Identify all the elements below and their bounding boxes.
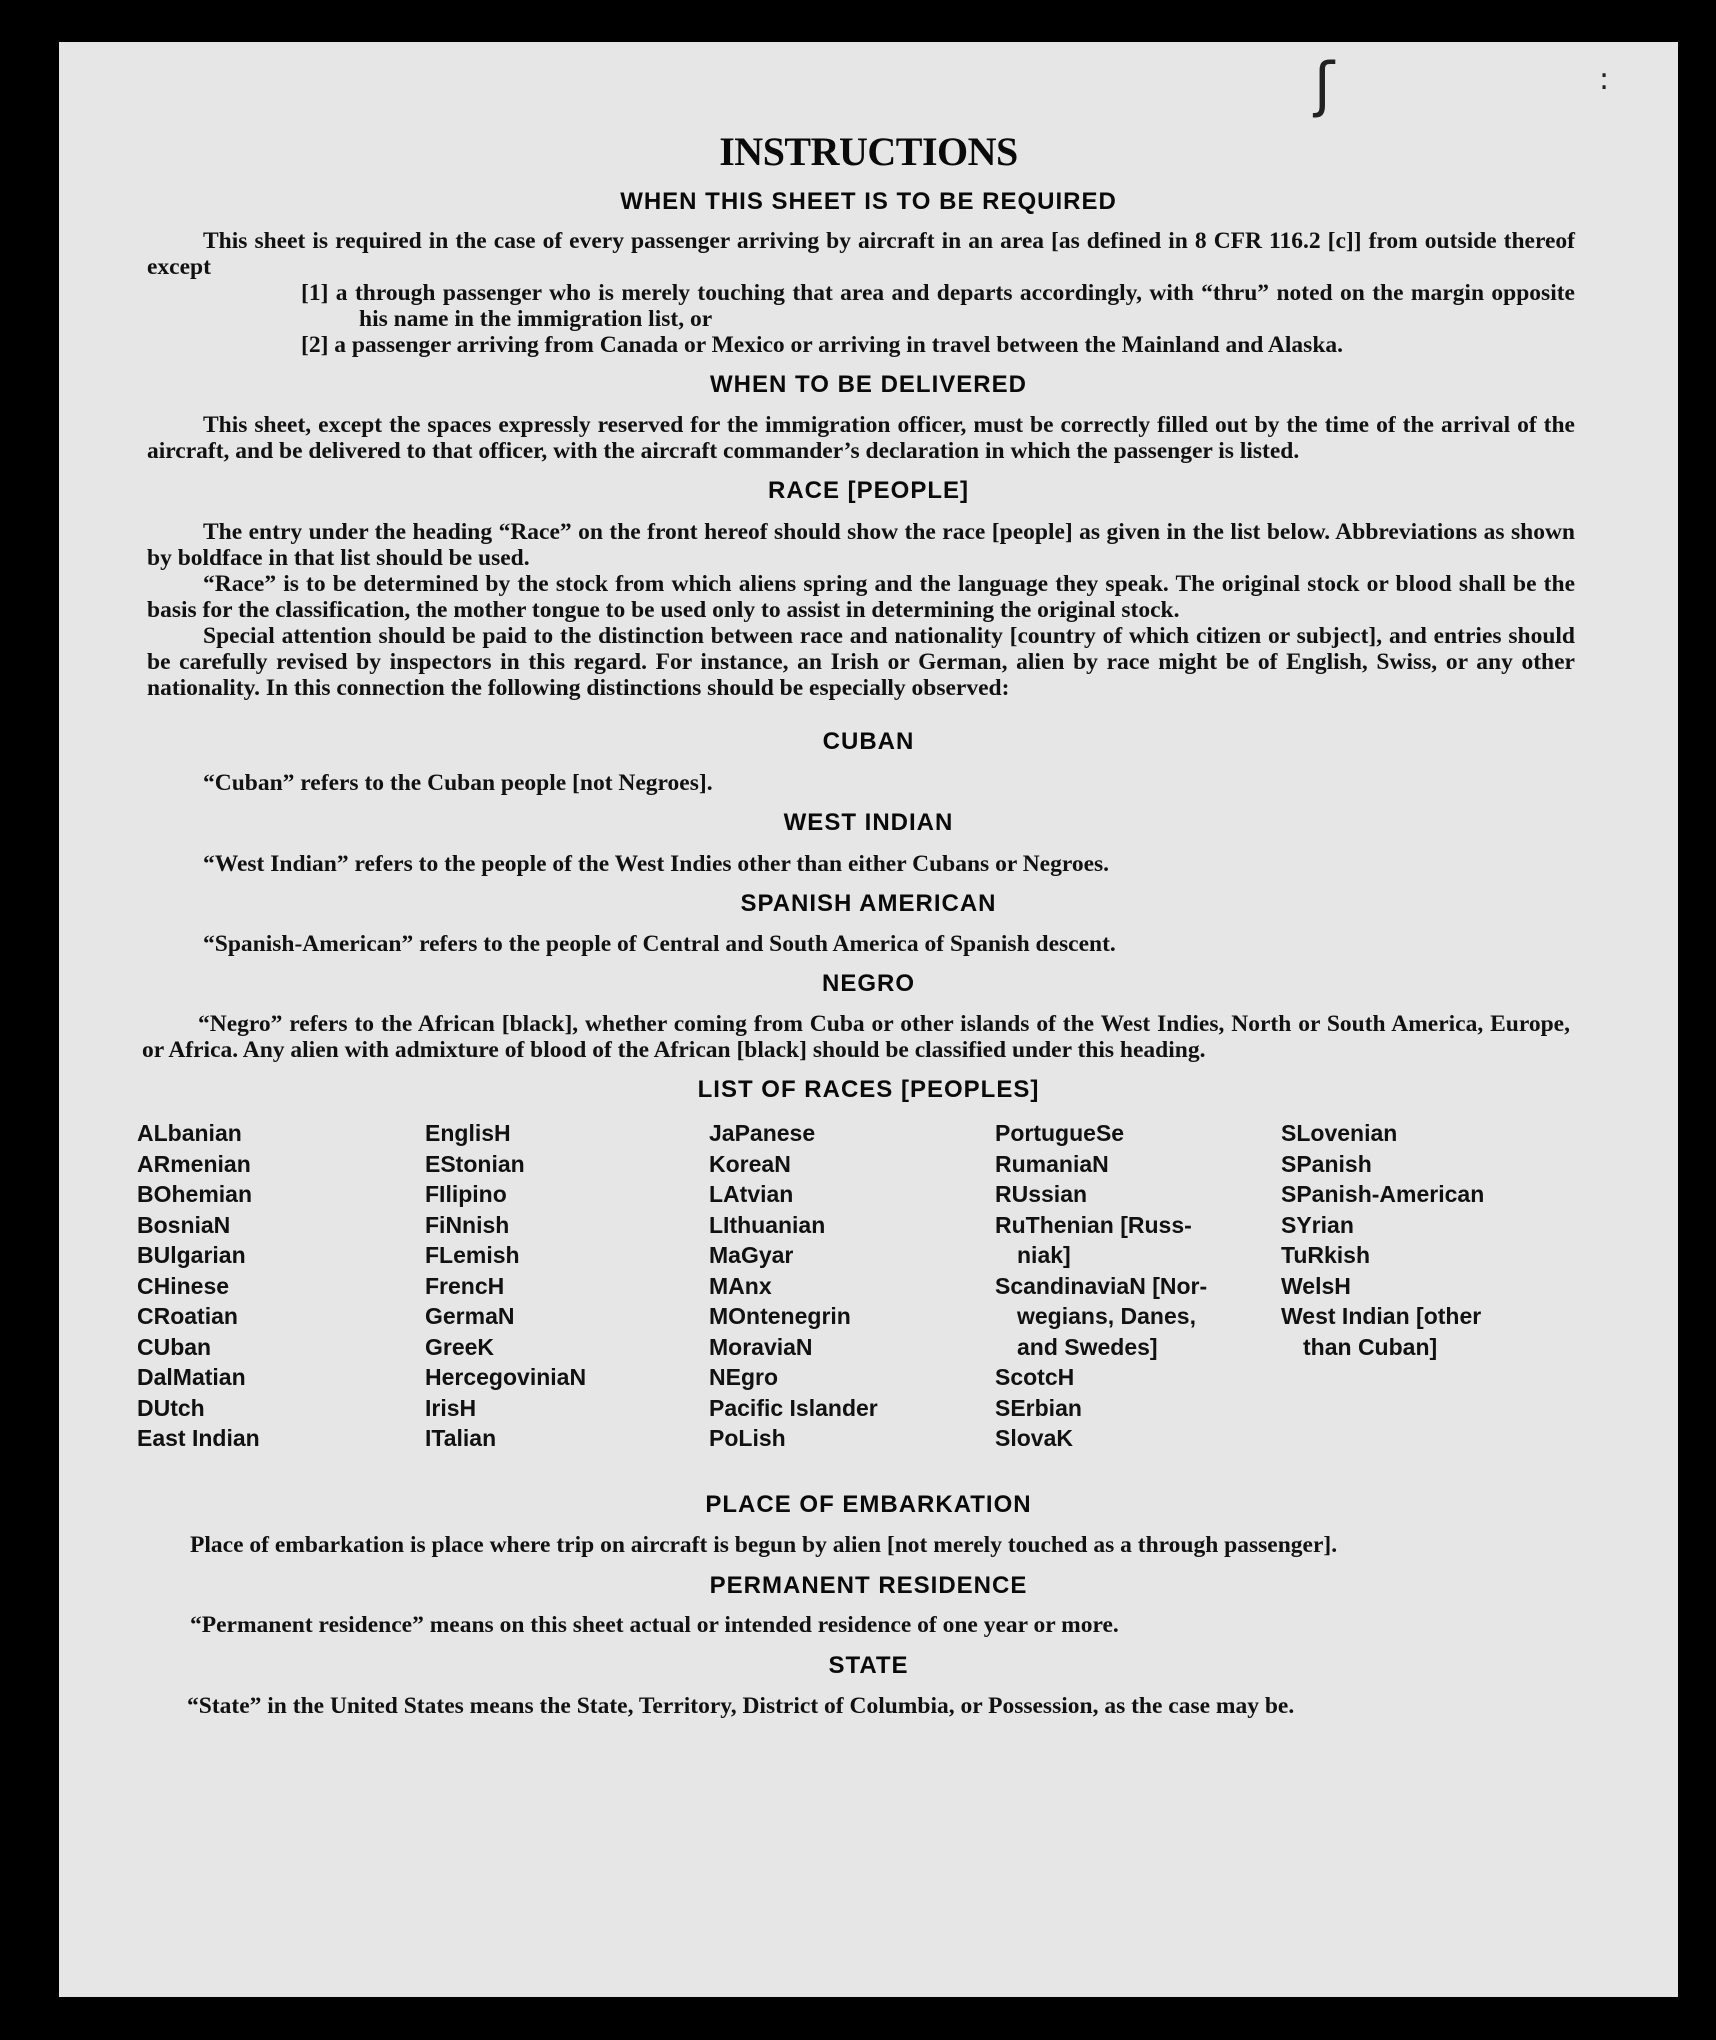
race-paragraph-2: “Race” is to be determined by the stock from which aliens spring and the language they speak. The original stock or blood shall be the basis for the classification, the mother tongue to be used only to assist in determining the original stock. [147,571,1575,623]
race-item: EStonian [425,1150,525,1177]
heading-spanish-american: SPANISH AMERICAN [740,890,997,917]
embarkation-section [134,1532,1564,1558]
document-page [59,42,1678,1997]
west-indian-section [147,851,1575,877]
negro-text: “Negro” refers to the African [black], whether coming from Cuba or other islands of the West Indies, North or South America, Europe, or Africa. Any alien with admixture of blood of the African [black] should be classified under this heading. [142,1011,1570,1063]
race-item: ARmenian [137,1150,251,1177]
race-item: DUtch [137,1394,205,1421]
heading-state: STATE [828,1652,909,1679]
state-section [131,1693,1561,1719]
race-item: MAnx [709,1272,772,1299]
race-paragraph-1: The entry under the heading “Race” on the front hereof should show the race [people] as given in the list below. Abbreviations as shown by boldface in that list should be used. [147,519,1575,571]
race-item: GermaN [425,1303,515,1329]
page-title: INSTRUCTIONS [719,129,1018,174]
race-item: CUban [137,1333,212,1360]
cuban-text: “Cuban” refers to the Cuban people [not Negroes]. [203,770,713,796]
heading-when-delivered: WHEN TO BE DELIVERED [710,371,1027,398]
races-column-4 [995,1118,1207,1454]
race-item: EnglisH [425,1120,511,1146]
race-item: PoLish [709,1425,786,1451]
races-column-5 [1281,1118,1484,1362]
race-item: BosniaN [137,1211,231,1238]
heading-list-of-races: LIST OF RACES [PEOPLES] [697,1076,1040,1103]
race-item: LAtvian [709,1181,794,1207]
heading-cuban: CUBAN [822,728,915,755]
race-item: LIthuanian [709,1211,826,1238]
race-item: ScandinaviaN [Nor- [995,1272,1208,1299]
race-paragraph-3: Special attention should be paid to the distinction between race and nationality [country of which citizen or subject], and entries should be carefully revised by inspectors in this regard. For instance, an Irish or German, alien by race might be of English, Swiss, or any other nationality. In this connection the following distinctions should be especially observed: [147,623,1575,701]
heading-race: RACE [PEOPLE] [767,477,969,504]
race-item: East Indian [137,1425,260,1451]
race-item: CRoatian [137,1303,238,1329]
races-list [59,1118,1678,1454]
race-item: Pacific Islander [709,1394,878,1421]
race-item: SLovenian [1281,1120,1398,1146]
race-item-continued: niak] [1017,1242,1071,1268]
exception-item-2: [2] a passenger arriving from Canada or Mexico or arriving in travel between the Mainland and Alaska. [301,332,1344,358]
race-item: BUlgarian [137,1242,246,1268]
heading-west-indian: WEST INDIAN [783,809,954,836]
residence-text: “Permanent residence” means on this sheet actual or intended residence of one year or more. [190,1612,1119,1638]
heading-embarkation: PLACE OF EMBARKATION [705,1491,1032,1518]
races-column-3 [709,1118,878,1454]
ink-speck: : [1599,62,1610,97]
races-column-2 [425,1118,586,1454]
race-item: ALbanian [137,1120,242,1146]
race-item: IrisH [425,1394,477,1421]
race-item: CHinese [137,1272,230,1299]
race-item: FiNnish [425,1211,510,1238]
document-body [59,130,1678,1719]
race-item-continued: wegians, Danes, [1017,1303,1196,1329]
race-item: FrencH [425,1272,505,1299]
race-item: RUssian [995,1181,1088,1207]
race-item: SErbian [995,1394,1082,1421]
race-item: SYrian [1281,1211,1354,1238]
race-item: TuRkish [1281,1242,1371,1268]
spanish-american-section [147,931,1575,957]
west-indian-text: “West Indian” refers to the people of the West Indies other than either Cubans or Negroes. [203,851,1110,877]
race-item: BOhemian [137,1181,253,1207]
handwritten-mark: ʃ [1314,50,1335,120]
embarkation-text: Place of embarkation is place where trip on aircraft is begun by alien [not merely touched as a through passenger]. [190,1532,1338,1558]
cuban-section [147,770,1575,796]
residence-section [134,1612,1564,1638]
race-item: JaPanese [709,1120,816,1146]
heading-permanent-residence: PERMANENT RESIDENCE [709,1572,1028,1599]
race-item: NEgro [709,1364,778,1390]
exception-item-1: [1] a through passenger who is merely touching that area and departs accordingly, with “thru” noted on the margin opposite his name in the immigration list, or [301,280,1575,332]
races-column-1 [137,1118,260,1454]
heading-when-required: WHEN THIS SHEET IS TO BE REQUIRED [620,188,1117,215]
negro-section [142,1011,1570,1063]
when-required-intro: This sheet is required in the case of every passenger arriving by aircraft in an area [as defined in 8 CFR 116.2 [c]] from outside thereof except [147,228,1575,280]
race-item: SPanish [1281,1150,1372,1177]
race-item: KoreaN [709,1150,791,1177]
race-item: WelsH [1281,1272,1351,1299]
race-item: ScotcH [995,1364,1075,1390]
race-item-continued: and Swedes] [1017,1333,1158,1360]
spanish-american-text: “Spanish-American” refers to the people of Central and South America of Spanish descent. [203,931,1116,957]
race-section [147,519,1575,701]
race-item: FIlipino [425,1181,507,1207]
race-item: DalMatian [137,1364,246,1390]
race-item: MOntenegrin [709,1303,851,1329]
state-text: “State” in the United States means the State, Territory, District of Columbia, or Possession, as the case may be. [187,1693,1295,1719]
race-item: FLemish [425,1242,520,1268]
race-item: ITalian [425,1425,497,1451]
race-item: SlovaK [995,1425,1073,1451]
when-delivered-text: This sheet, except the spaces expressly reserved for the immigration officer, must be correctly filled out by the time of the arrival of the aircraft, and be delivered to that officer, with the aircraft commander’s declaration in which the passenger is listed. [147,412,1575,464]
heading-negro: NEGRO [821,970,915,997]
race-item-continued: than Cuban] [1303,1333,1438,1360]
race-item: RumaniaN [995,1150,1109,1177]
race-item: West Indian [other [1281,1303,1482,1329]
race-item: GreeK [425,1333,495,1360]
when-required-section [147,228,1575,358]
race-item: MoraviaN [709,1333,813,1360]
when-delivered-section [147,412,1575,464]
race-item: SPanish-American [1281,1181,1485,1207]
race-item: HercegoviniaN [425,1364,587,1390]
race-item: MaGyar [709,1242,794,1268]
race-item: PortugueSe [995,1120,1125,1146]
race-item: RuThenian [Russ- [995,1211,1192,1238]
